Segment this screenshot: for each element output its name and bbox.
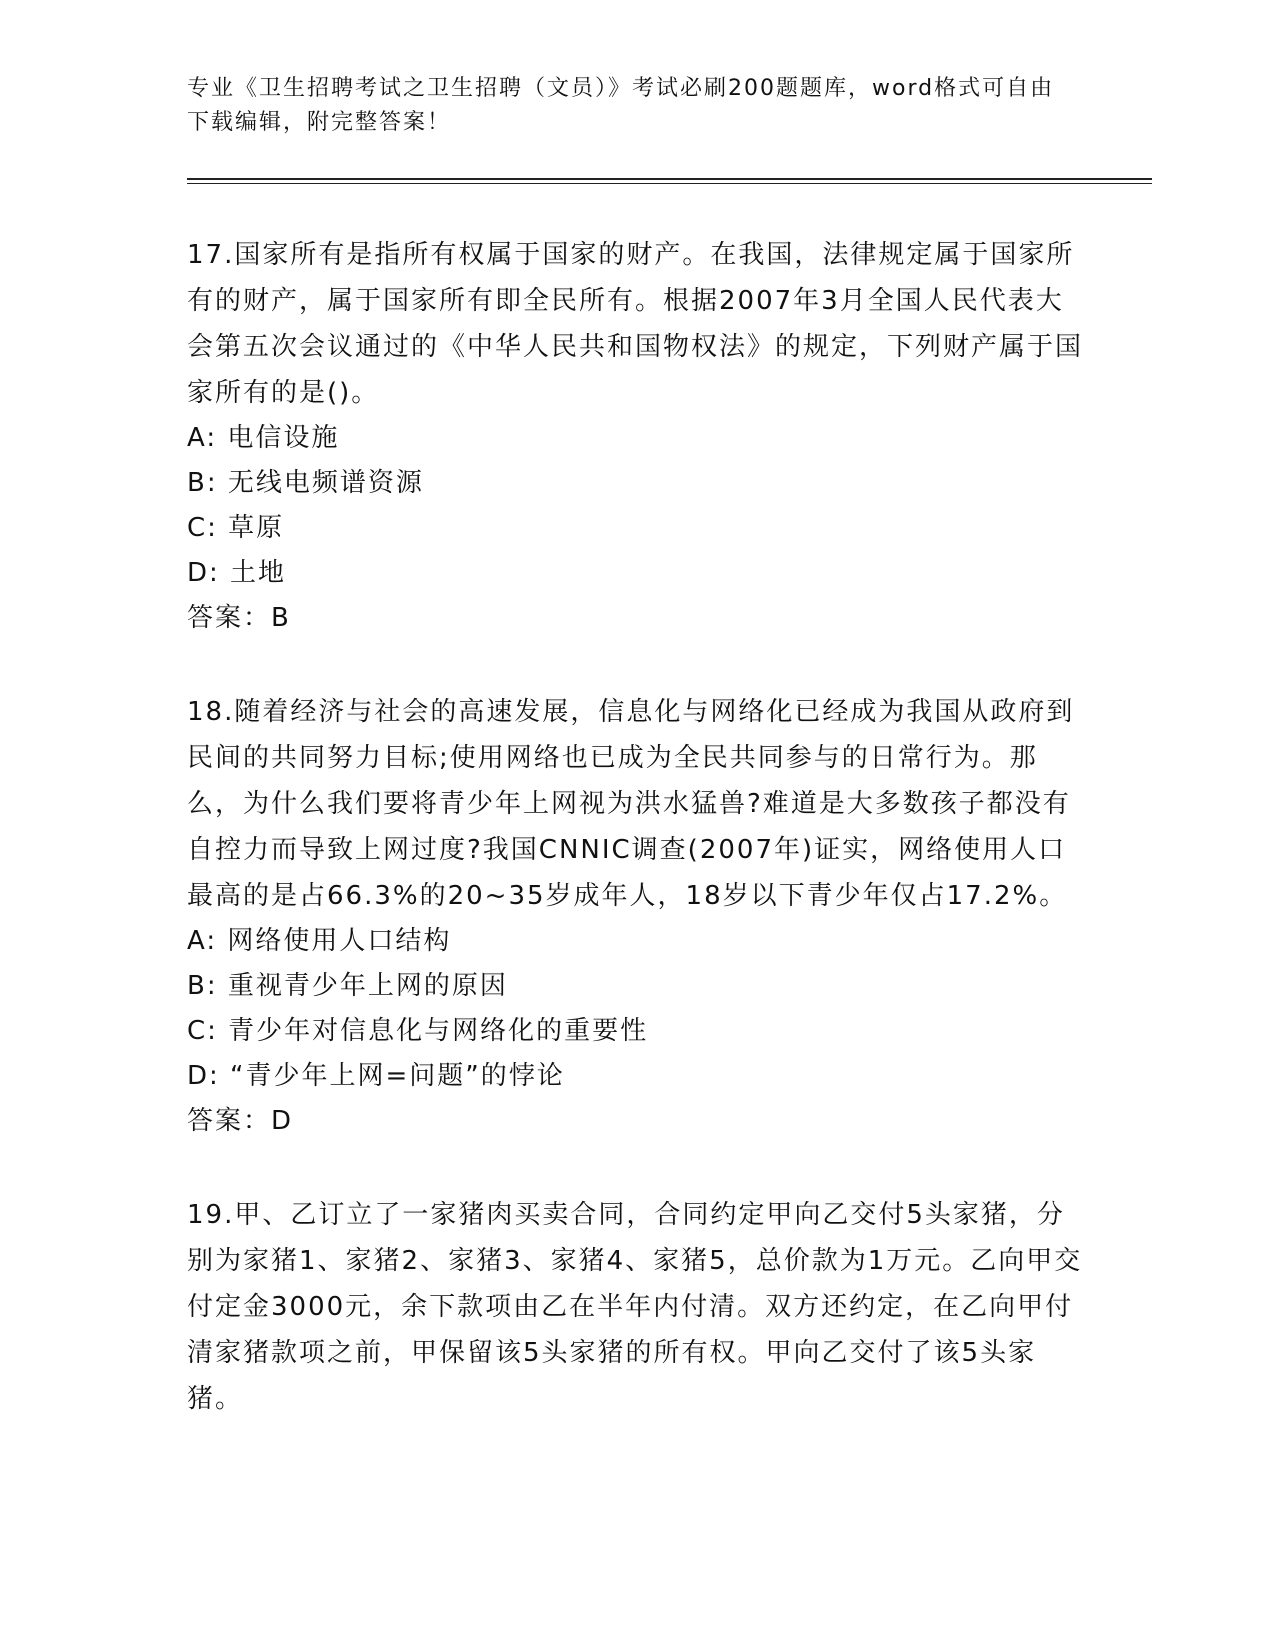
question-19 — [187, 1192, 1087, 1422]
option-d: D: 土地 — [187, 558, 287, 588]
option-a: A: 电信设施 — [187, 423, 340, 453]
document-header: 专业《卫生招聘考试之卫生招聘（文员）》考试必刷200题题库，word格式可自由下载编辑，附完整答案！ — [187, 76, 1055, 135]
question-18 — [187, 689, 1087, 1144]
option-b: B: 无线电频谱资源 — [187, 468, 424, 498]
question-text: 17.国家所有是指所有权属于国家的财产。在我国，法律规定属于国家所有的财产，属于国家所有即全民所有。根据2007年3月全国人民代表大会第五次会议通过的《中华人民共和国物权法》的规定，下列财产属于国家所有的是()。 — [187, 240, 1084, 408]
option-b: B: 重视青少年上网的原因 — [187, 971, 508, 1001]
question-17 — [187, 232, 1087, 641]
option-d: D: “青少年上网=问题”的悖论 — [187, 1061, 565, 1091]
header-rule-thin — [187, 183, 1152, 184]
header-rule-thick — [187, 178, 1152, 180]
question-text: 18.随着经济与社会的高速发展，信息化与网络化已经成为我国从政府到民间的共同努力目标;使用网络也已成为全民共同参与的日常行为。那么，为什么我们要将青少年上网视为洪水猛兽?难道是大多数孩子都没有自控力而导致上网过度?我国CNNIC调查(2007年)证实，网络使用人口最高的是占66.3%的20~35岁成年人，18岁以下青少年仅占17.2%。 — [187, 697, 1075, 911]
option-c: C: 草原 — [187, 513, 285, 543]
answer: 答案：B — [187, 603, 291, 633]
answer: 答案：D — [187, 1106, 294, 1136]
question-text: 19.甲、乙订立了一家猪肉买卖合同，合同约定甲向乙交付5头家猪，分别为家猪1、家猪2、家猪3、家猪4、家猪5，总价款为1万元。乙向甲交付定金3000元，余下款项由乙在半年内付清。双方还约定，在乙向甲付清家猪款项之前，甲保留该5头家猪的所有权。甲向乙交付了该5头家猪。 — [187, 1200, 1083, 1414]
question-list — [187, 232, 1087, 1470]
option-c: C: 青少年对信息化与网络化的重要性 — [187, 1016, 649, 1046]
option-a: A: 网络使用人口结构 — [187, 926, 452, 956]
